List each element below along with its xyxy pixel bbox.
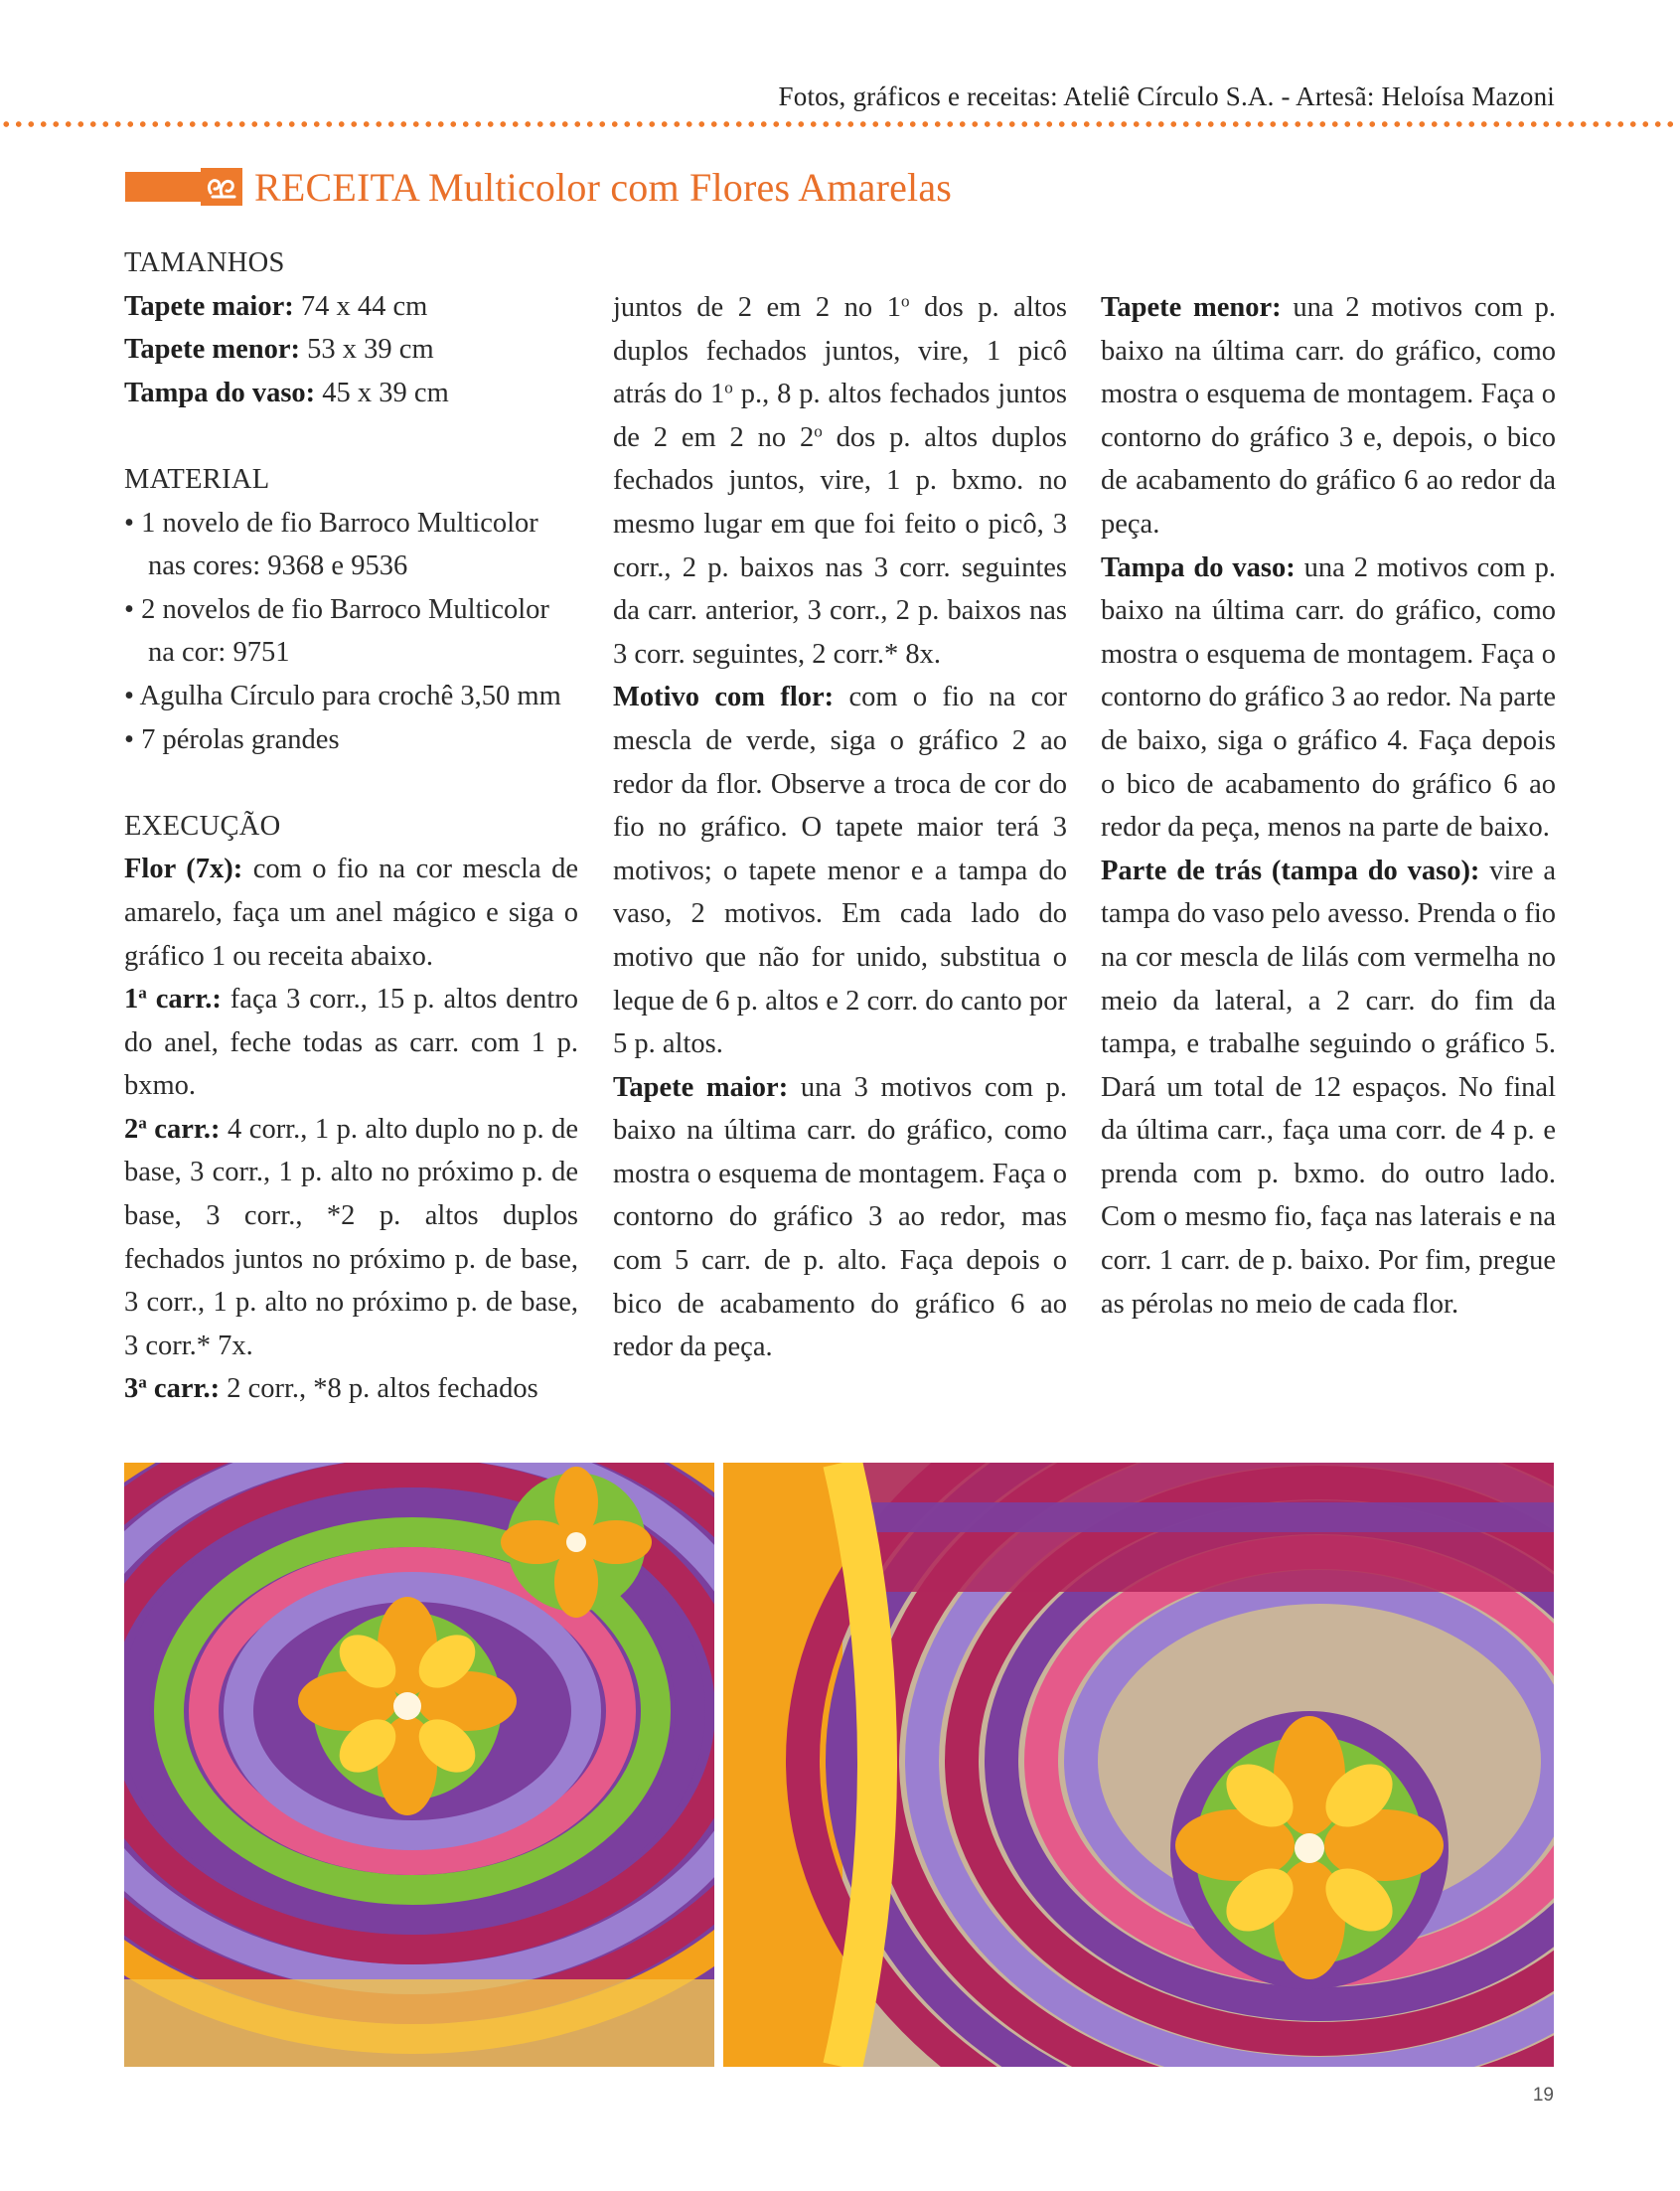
material-item: • 2 novelos de fio Barroco Multicolor na cor: 9751	[124, 593, 549, 669]
size-item: Tapete menor: 53 x 39 cm	[124, 334, 434, 366]
flor-instructions: Flor (7x): com o fio na cor mescla de amarelo, faça um anel mágico e siga o gráfico 1 ou receita abaixo.	[124, 854, 578, 972]
size-item: Tampa do vaso: 45 x 39 cm	[124, 377, 449, 408]
size-item: Tapete maior: 74 x 44 cm	[124, 290, 428, 322]
tampa-instructions: Tampa do vaso: una 2 motivos com p. baixo na última carr. do gráfico, como mostra o esquema de montagem. Faça o contorno do gráfico 3 ao redor. Na parte de baixo, siga o gráfico 4. Faça depois o bico de acabamento do gráfico 6 ao redor da peça, menos na parte de baixo.	[1101, 551, 1556, 844]
recipe-title-row	[125, 165, 952, 209]
column-1	[124, 241, 578, 1411]
material-heading: MATERIAL	[124, 463, 270, 495]
tapete-maior-instructions: Tapete maior: una 3 motivos com p. baixo na última carr. do gráfico, como mostra o esquema de montagem. Faça o contorno do gráfico 3 ao redor, mas com 5 carr. de p. alto. Faça depois o bico de acabamento do gráfico 6 ao redor da peça.	[613, 1071, 1067, 1363]
material-item: • 7 pérolas grandes	[124, 723, 340, 755]
column-3	[1101, 286, 1556, 1326]
decorative-swirl-icon	[201, 168, 242, 206]
parte-tras-instructions: Parte de trás (tampa do vaso): vire a tampa do vaso pelo avesso. Prenda o fio na cor mescla de lilás com vermelha no meio da lateral, a 2 carr. do fim da tampa, e trabalhe seguindo o gráfico 5. Dará um total de 12 espaços. No final da última carr., faça uma corr. de 4 p. e prenda com p. bxmo. do outro lado. Com o mesmo fio, faça nas laterais e na corr. 1 carr. de p. baixo. Por fim, pregue as pérolas no meio de cada flor.	[1101, 855, 1556, 1320]
page-number: 19	[1532, 2085, 1554, 2106]
crochet-photo-left	[124, 1463, 714, 2067]
motivo-instructions: Motivo com flor: com o fio na cor mescla de verde, siga o gráfico 2 ao redor da flor. Observe a troca de cor do fio no gráfico. O tapete maior terá 3 motivos; o tapete menor e a tampa do vaso, 2 motivos. Em cada lado do motivo que não for unido, substitua o leque de 6 p. altos e 2 corr. do canto por 5 p. altos.	[613, 682, 1067, 1060]
column-2	[613, 286, 1067, 1369]
execution-heading: EXECUÇÃO	[124, 810, 281, 842]
material-item: • Agulha Círculo para crochê 3,50 mm	[124, 680, 561, 711]
recipe-title: RECEITA Multicolor com Flores Amarelas	[254, 164, 953, 210]
photo-credits: Fotos, gráficos e receitas: Ateliê Círculo S.A. - Artesã: Heloísa Mazoni	[778, 81, 1555, 111]
round-3-continued: juntos de 2 em 2 no 1$^o$ dos p. altos duplos fechados juntos, vire, 1 picô atrás do 1$^o$ p., 8 p. altos fechados juntos de 2 em 2 no 2$^o$ dos p. altos duplos fechados juntos, vire, 1 p. bxmo. no mesmo lugar em que foi feito o picô, 3 corr., 2 p. baixos nas 3 corr. seguintes da carr. anterior, 3 corr., 2 p. baixos nas 3 corr. seguintes, 2 corr.* 8x.	[613, 291, 1067, 670]
sizes-heading: TAMANHOS	[124, 247, 285, 278]
dotted-divider	[0, 119, 1680, 129]
round-2-instructions: 2$^a$ carr.: 4 corr., 1 p. alto duplo no p. de base, 3 corr., 1 p. alto no próximo p. de base, 3 corr., *2 p. altos duplos fechados juntos no próximo p. de base, 3 corr., 1 p. alto no próximo p. de base, 3 corr.* 7x.	[124, 1113, 578, 1361]
material-item: • 1 novelo de fio Barroco Multicolor nas cores: 9368 e 9536	[124, 507, 538, 582]
round-1-instructions: 1$^a$ carr.: faça 3 corr., 15 p. altos dentro do anel, feche todas as carr. com 1 p. bxmo.	[124, 983, 578, 1102]
tapete-menor-instructions: Tapete menor: una 2 motivos com p. baixo na última carr. do gráfico, como mostra o esquema de montagem. Faça o contorno do gráfico 3 e, depois, o bico de acabamento do gráfico 6 ao redor da peça.	[1101, 292, 1556, 540]
title-accent-bar	[125, 172, 203, 202]
crochet-photo-right	[723, 1463, 1554, 2067]
round-3-instructions: 3$^a$ carr.: 2 corr., *8 p. altos fechados	[124, 1373, 538, 1405]
